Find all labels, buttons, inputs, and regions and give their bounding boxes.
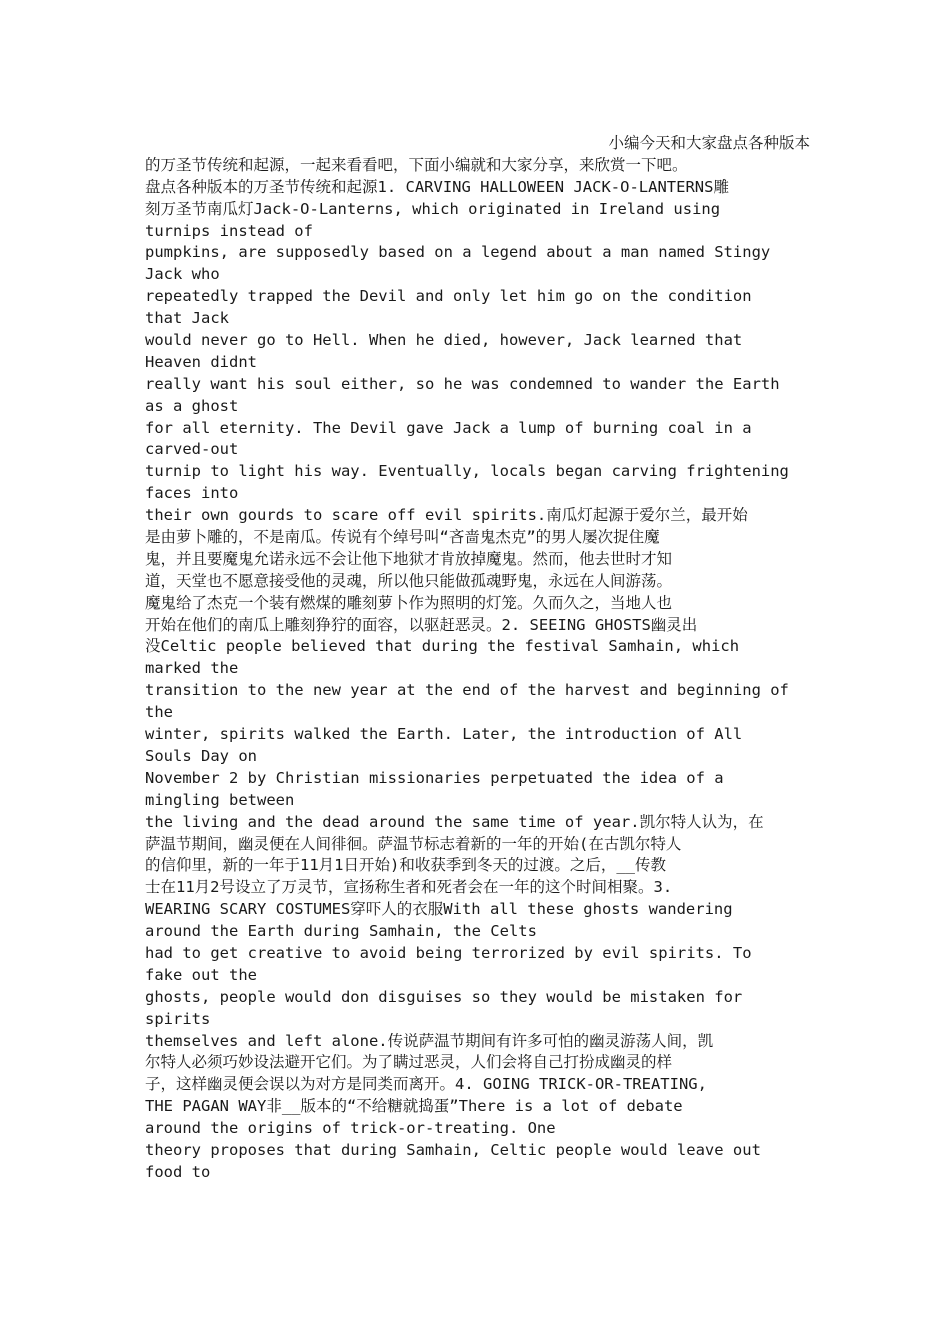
text-line: turnips instead of: [145, 221, 313, 240]
text-line: marked the: [145, 659, 239, 678]
text-line: transition to the new year at the end of the harvest and beginning of: [145, 681, 789, 700]
text-line: 开始在他们的南瓜上雕刻狰狞的面容，以驱赶恶灵。2. SEEING GHOSTS幽灵出: [145, 615, 698, 634]
text-line: that Jack: [145, 309, 229, 328]
text-line: their own gourds to scare off evil spirits.南瓜灯起源于爱尔兰，最开始: [145, 506, 748, 525]
text-line: 道，天堂也不愿意接受他的灵魂，所以他只能做孤魂野鬼，永远在人间游荡。: [145, 571, 673, 590]
text-line: the living and the dead around the same time of year.凯尔特人认为，在: [145, 812, 764, 831]
text-line: Jack who: [145, 265, 220, 284]
document-body: [145, 133, 810, 1184]
text-line: 的信仰里，新的一年于11月1日开始)和收获季到冬天的过渡。之后，__传教: [145, 856, 666, 875]
text-line: ghosts, people would don disguises so they would be mistaken for: [145, 987, 743, 1006]
text-line: spirits: [145, 1009, 211, 1028]
text-line: turnip to light his way. Eventually, locals began carving frightening: [145, 462, 789, 481]
text-line: pumpkins, are supposedly based on a legend about a man named Stingy: [145, 243, 771, 262]
text-line: the: [145, 703, 173, 722]
text-line: Souls Day on: [145, 746, 257, 765]
text-line: November 2 by Christian missionaries perpetuated the idea of a: [145, 768, 724, 787]
text-line: 没Celtic people believed that during the festival Samhain, which: [145, 637, 740, 656]
text-line: would never go to Hell. When he died, however, Jack learned that: [145, 331, 743, 350]
text-line: winter, spirits walked the Earth. Later, the introduction of All: [145, 725, 743, 744]
text-line: carved-out: [145, 440, 239, 459]
text-line: really want his soul either, so he was condemned to wander the Earth: [145, 374, 780, 393]
text-line: 盘点各种版本的万圣节传统和起源1. CARVING HALLOWEEN JACK-O-LANTERNS雕: [145, 177, 729, 196]
text-line: around the origins of trick-or-treating. One: [145, 1119, 556, 1138]
text-line: 的万圣节传统和起源，一起来看看吧，下面小编就和大家分享，来欣赏一下吧。: [145, 155, 688, 174]
text-line: 士在11月2号设立了万灵节，宣扬称生者和死者会在一年的这个时间相聚。3.: [145, 878, 673, 897]
text-line: food to: [145, 1162, 211, 1181]
text-line: around the Earth during Samhain, the Celts: [145, 922, 537, 941]
text-line: repeatedly trapped the Devil and only let him go on the condition: [145, 287, 752, 306]
text-line: Heaven didnt: [145, 352, 257, 371]
text-line: 小编今天和大家盘点各种版本: [608, 134, 810, 152]
text-line: for all eternity. The Devil gave Jack a lump of burning coal in a: [145, 418, 752, 437]
text-line: themselves and left alone.传说萨温节期间有许多可怕的幽灵游荡人间，凯: [145, 1031, 714, 1050]
text-line: faces into: [145, 484, 239, 503]
text-line: mingling between: [145, 790, 295, 809]
text-line: theory proposes that during Samhain, Celtic people would leave out: [145, 1140, 761, 1159]
text-line: 是由萝卜雕的，不是南瓜。传说有个绰号叫“吝啬鬼杰克”的男人屡次捉住魔: [145, 528, 660, 547]
text-line: had to get creative to avoid being terrorized by evil spirits. To: [145, 943, 752, 962]
text-line: 子，这样幽灵便会误以为对方是同类而离开。4. GOING TRICK-OR-TREATING,: [145, 1075, 707, 1094]
text-line: 刻万圣节南瓜灯Jack-O-Lanterns, which originated in Ireland using: [145, 199, 721, 218]
text-line: fake out the: [145, 965, 257, 984]
text-line: 鬼，并且要魔鬼允诺永远不会让他下地狱才肯放掉魔鬼。然而，他去世时才知: [145, 549, 673, 568]
text-line: 尔特人必须巧妙设法避开它们。为了瞒过恶灵，人们会将自己打扮成幽灵的样: [145, 1053, 673, 1072]
text-line: WEARING SCARY COSTUMES穿吓人的衣服With all these ghosts wandering: [145, 900, 733, 919]
text-line: 萨温节期间，幽灵便在人间徘徊。萨温节标志着新的一年的开始(在古凯尔特人: [145, 834, 682, 853]
text-line: 魔鬼给了杰克一个装有燃煤的雕刻萝卜作为照明的灯笼。久而久之，当地人也: [145, 593, 673, 612]
text-line: as a ghost: [145, 396, 239, 415]
text-line: THE PAGAN WAY非__版本的“不给糖就捣蛋”There is a lot of debate: [145, 1097, 683, 1116]
